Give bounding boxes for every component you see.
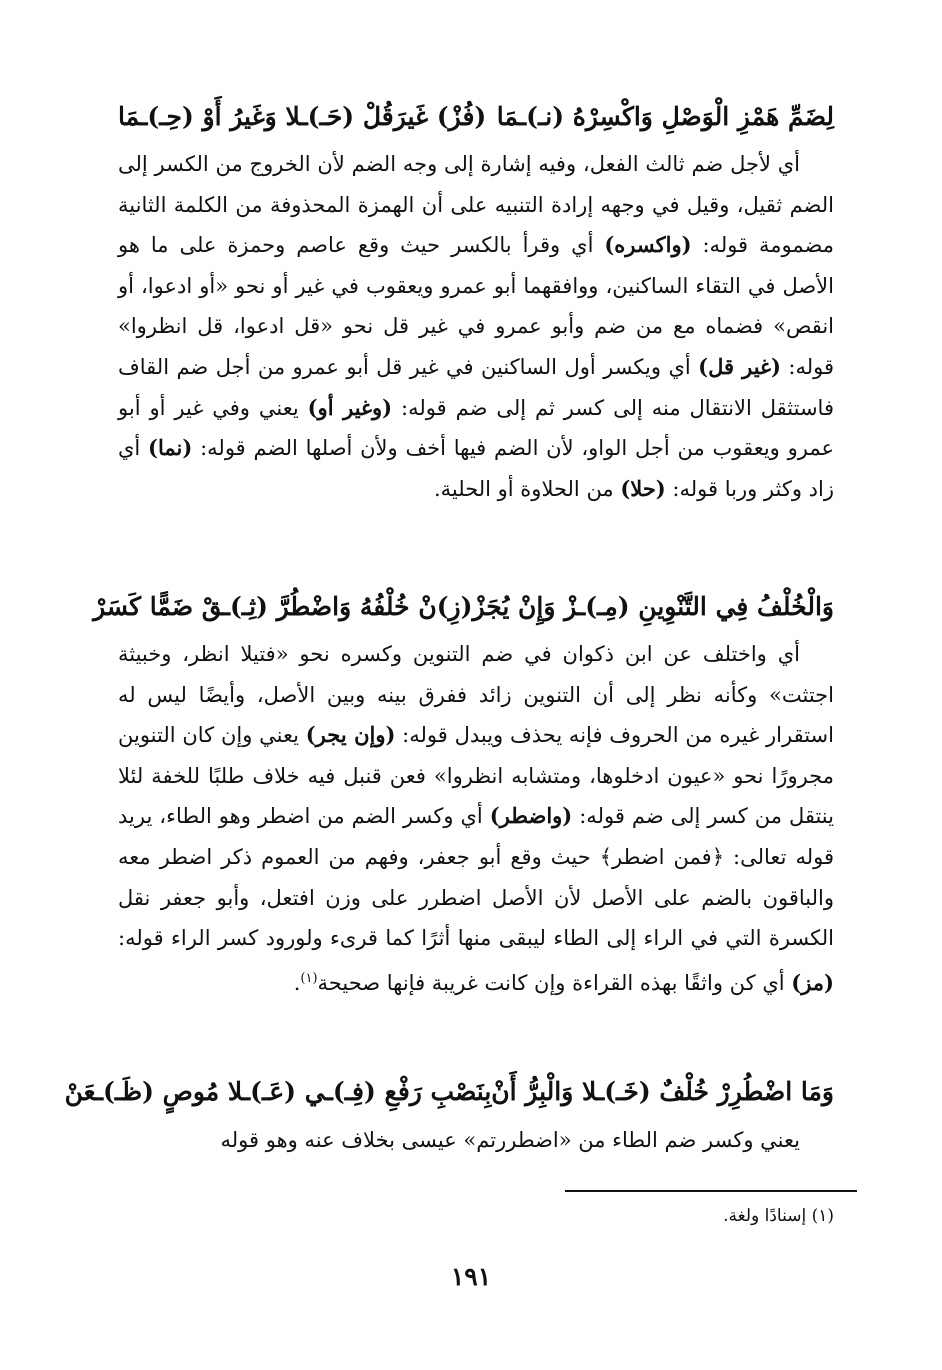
verse-2-left-hemistich: (زِ)نْ خُلْفُهُ وَاضْطُرَّ (ثِـ)ـقْ ضَمًّا كَسَرْ bbox=[93, 591, 473, 621]
quoted-term: (نما) bbox=[148, 435, 193, 461]
commentary-text: يعني وفي غير أو أبو عمرو ويعقوب من أجل الواو، لأن الضم فيها أخف ولأن أصلها الضم قوله: bbox=[118, 395, 834, 461]
commentary-block-1 bbox=[118, 144, 834, 509]
page-number: ١٩١ bbox=[450, 1262, 492, 1291]
commentary-text: أي ويكسر أول الساكنين في غير قل أبو عمرو من أجل ضم القاف فاستثقل الانتقال منه إلى كسر ثم إلى ضم قوله: bbox=[118, 354, 834, 420]
quoted-term: (واضطر) bbox=[489, 803, 573, 829]
quoted-term: (وإن يجر) bbox=[305, 722, 396, 748]
quoted-term: (مز) bbox=[791, 969, 834, 995]
commentary-block-3 bbox=[118, 1120, 834, 1161]
commentary-text: . bbox=[293, 970, 301, 995]
commentary-text: أي واختلف عن ابن ذكوان في ضم التنوين وكسره نحو «فتيلا انظر، وخبيثة اجتثت» وكأنه نظر إلى أن التنوين زائد ففرق بينه وبين الأصل، وأيضًا ليس له استقرار غيره من الحروف فإنه يحذف ويبدل قوله: bbox=[118, 642, 834, 748]
commentary-block-2 bbox=[118, 634, 834, 1003]
verse-1-right-hemistich: لِضَمِّ هَمْزِ الْوَصْلِ وَاكْسِرْهُ (نـ)ـمَا bbox=[496, 101, 834, 131]
verse-3-right-hemistich: وَمَا اضْطُرِرْ خُلْفٌ (خَـ)ـلا وَالْبِرُّ أَنْ bbox=[491, 1076, 834, 1106]
footnote-marker: (١) bbox=[300, 970, 318, 986]
quoted-term: (واكسره) bbox=[604, 232, 692, 258]
commentary-3-paragraph bbox=[118, 1120, 834, 1161]
verse-line-2 bbox=[93, 584, 834, 628]
commentary-text: يعني وكسر ضم الطاء من «اضطررتم» عيسى بخلاف عنه وهو قوله bbox=[220, 1128, 800, 1152]
verse-line-1 bbox=[118, 94, 834, 138]
quoted-term: (حلا) bbox=[620, 475, 666, 501]
footnote-divider bbox=[565, 1190, 857, 1192]
verse-3-left-hemistich: بِنَصْبِ رَفْعِ (فِـ)ـي (عَـ)ـلا مُوصٍ (ظَـ)ـعَنْ bbox=[64, 1076, 492, 1106]
commentary-text: من الحلاوة أو الحلية. bbox=[433, 476, 621, 501]
commentary-text: يعني وإن كان التنوين مجرورًا نحو «عيون ادخلوها، ومتشابه انظروا» فعن قنبل فيه خلاف طلبًا للخفة لئلا ينتقل من كسر إلى ضم قوله: bbox=[118, 723, 834, 829]
quoted-term: (غير قل) bbox=[698, 353, 781, 379]
commentary-2-paragraph bbox=[118, 634, 834, 1003]
commentary-text: أي كن واثقًا بهذه القراءة وإن كانت غريبة فإنها صحيحة bbox=[317, 970, 792, 995]
commentary-text: أي زاد وكثر وربا قوله: bbox=[118, 436, 834, 501]
commentary-text: أي وكسر الضم من اضطر وهو الطاء، يريد قوله تعالى: ﴿فمن اضطر﴾ حيث وقع أبو جعفر، وفهم من العموم ذكر اضطر معه والباقون بالضم على الأصل لأن الأصل اضطرر على وزن افتعل، وأبو جعفر نقل الكسرة التي في الراء إلى الطاء ليبقى منها أثرًا كما قرىء ولورود كسر الراء قوله: bbox=[118, 804, 834, 951]
verse-2-right-hemistich: وَالْخُلْفُ فِي التَّنْوِينِ (مِـ)ـزْ وَإِنْ يُجَزْ bbox=[472, 591, 834, 621]
quoted-term: (وغير أو) bbox=[307, 394, 393, 420]
verse-line-3 bbox=[64, 1069, 834, 1113]
commentary-1-paragraph bbox=[118, 144, 834, 509]
commentary-text: أي وقرأ بالكسر حيث وقع عاصم وحمزة على ما هو الأصل في التقاء الساكنين، ووافقهما أبو عمرو ويعقوب في غير أو نحو «أو ادعوا، أو انقص» فضماه مع من ضم وأبو عمرو في غير قل نحو «قل ادعوا، قل انظروا» قوله: bbox=[118, 233, 835, 379]
commentary-text: أي لأجل ضم ثالث الفعل، وفيه إشارة إلى وجه الضم لأن الخروج من الكسر إلى الضم ثقيل، وقيل في وجهه إرادة التنبيه على أن الهمزة المحذوفة من الكلمة الثانية مضمومة قوله: bbox=[118, 152, 835, 258]
footnote: (١) إسنادًا ولغة. bbox=[723, 1206, 834, 1226]
verse-1-left-hemistich: (فُزْ) غَيرَقُلْ (حَـ)ـلا وَغَيرُ أَوْ (حِـ)ـمَا bbox=[118, 101, 487, 131]
